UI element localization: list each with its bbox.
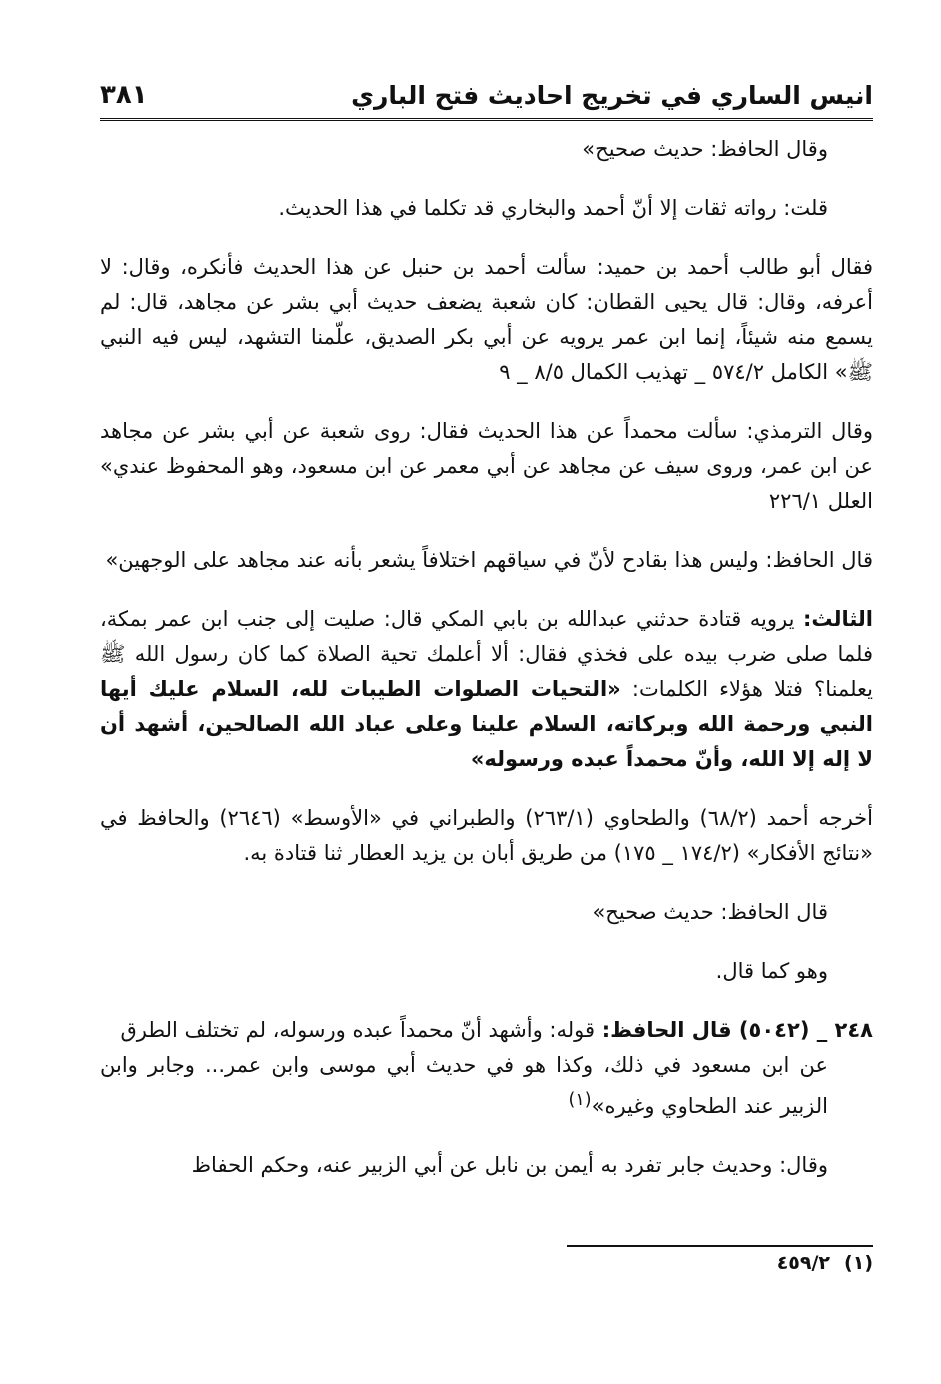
paragraph: وقال الترمذي: سألت محمداً عن هذا الحديث فقال: روى شعبة عن أبي بشر عن مجاهد عن ابن عمر، وروى سيف عن مجاهد عن أبي معمر عن ابن مسعود، وهو المحفوظ عندي» العلل ٢٢٦/١ — [100, 419, 873, 513]
tashahhud-text: «التحيات الصلوات الطيبات لله، السلام عليك أيها النبي ورحمة الله وبركاته، السلام علينا وعلى عباد الله الصالحين، أشهد أن لا إله إلا الله، وأنّ محمداً عبده ورسوله» — [100, 677, 873, 771]
paragraph: أخرجه أحمد (٦٨/٢) والطحاوي (٢٦٣/١) والطبراني في «الأوسط» (٢٦٤٦) والحافظ في «نتائج الأفكار» (١٧٤/٢ _ ١٧٥) من طريق أبان بن يزيد العطار ثنا قتادة به. — [100, 806, 873, 865]
footnote-ref[interactable]: (١) — [568, 1090, 592, 1110]
paragraph: وقال: وحديث جابر تفرد به أيمن بن نابل عن أبي الزبير عنه، وحكم الحفاظ — [191, 1153, 828, 1177]
running-title: انيس الساري في تخريج احاديث فتح الباري — [351, 80, 873, 110]
paragraph: قلت: رواته ثقات إلا أنّ أحمد والبخاري قد تكلما في هذا الحديث. — [278, 196, 828, 220]
paragraph: وهو كما قال. — [715, 959, 828, 983]
paragraph: فقال أبو طالب أحمد بن حميد: سألت أحمد بن حنبل عن هذا الحديث فأنكره، وقال: لا أعرفه، وقال: قال يحيى القطان: كان شعبة يضعف حديث أبي بشر عن مجاهد، قال: لم يسمع منه شيئاً، إنما ابن عمر يرويه عن أبي بكر الصديق، علّمنا التشهد، ليس فيه النبي ﷺ» الكامل ٥٧٤/٢ _ تهذيب الكمال ٨/٥ _ ٩ — [100, 255, 873, 384]
page-number: ٣٨١ — [100, 80, 148, 110]
footnote — [777, 1252, 873, 1274]
paragraph: وقال الحافظ: حديث صحيح» — [582, 137, 828, 161]
page-header — [100, 72, 873, 121]
paragraph-text: يرويه قتادة حدثني عبدالله بن بابي المكي قال: صليت إلى جنب ابن عمر بمكة، فلما صلى ضرب بيده على فخذي فقال: ألا أعلمك تحية الصلاة كما كان رسول الله ﷺ يعلمنا؟ فتلا هؤلاء الكلمات: — [100, 607, 874, 701]
entry-first-line: قوله: وأشهد أنّ محمداً عبده ورسوله، لم تختلف الطرق — [120, 1018, 602, 1042]
page-body — [100, 132, 873, 1207]
footnote-marker: (١) — [844, 1252, 873, 1274]
footnote-divider — [567, 1245, 873, 1247]
footnote-text: ٤٥٩/٢ — [776, 1252, 831, 1274]
entry-text: عن ابن مسعود في ذلك، وكذا هو في حديث أبي موسى وابن عمر... وجابر وابن الزبير عند الطحاوي وغيره» — [100, 1053, 828, 1118]
paragraph: قال الحافظ: حديث صحيح» — [592, 900, 828, 924]
paragraph: قال الحافظ: وليس هذا بقادح لأنّ في سياقهم اختلافاً يشعر بأنه عند مجاهد على الوجهين» — [105, 548, 873, 572]
entry-number: ٢٤٨ _ (٥٠٤٢) قال الحافظ: — [601, 1018, 873, 1042]
paragraph — [100, 602, 873, 777]
numbered-entry — [100, 1013, 873, 1124]
section-lead: الثالث: — [802, 607, 873, 631]
